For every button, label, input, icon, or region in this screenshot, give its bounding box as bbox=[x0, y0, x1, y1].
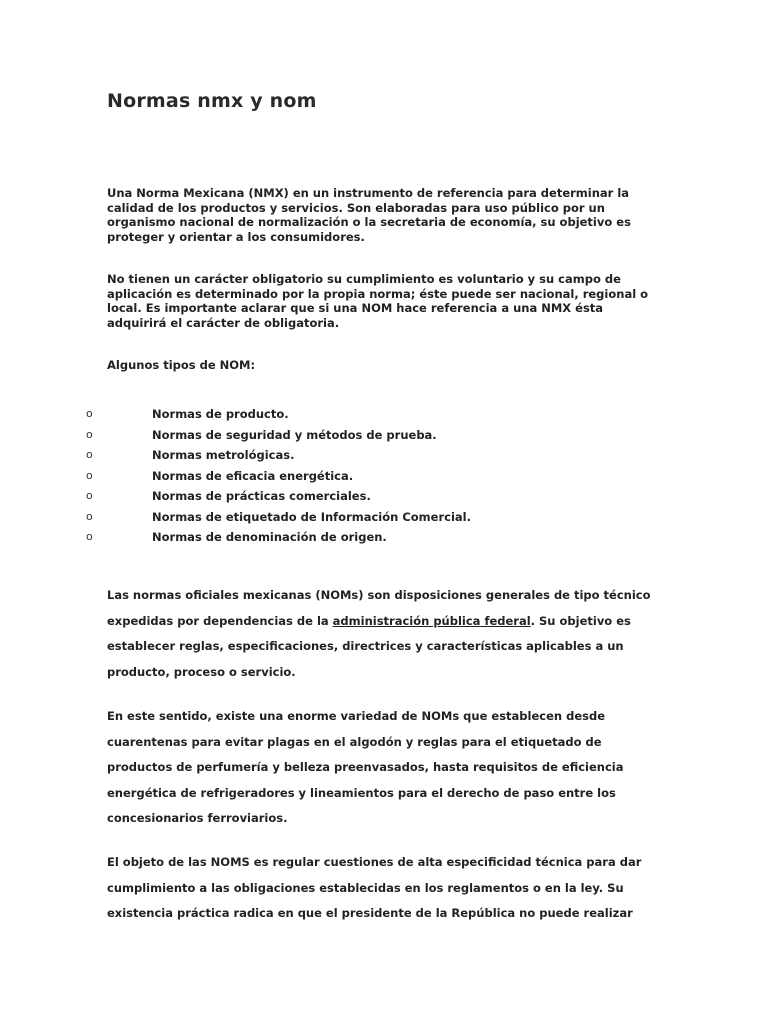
list-item bbox=[0, 486, 768, 507]
list-item bbox=[0, 507, 768, 528]
paragraph-nmx-definition: Una Norma Mexicana (NMX) en un instrumento de referencia para determinar la calidad de los productos y servicios. Son elaboradas para uso público por un organismo nacional de normalización o la secretaria de economía, su objetivo es proteger y orientar a los consumidores. bbox=[107, 186, 631, 244]
list-item bbox=[0, 466, 768, 487]
bullet-icon: o bbox=[86, 407, 93, 420]
list-item-text: Normas de eficacia energética. bbox=[152, 468, 354, 483]
paragraph-nom-variety: En este sentido, existe una enorme variedad de NOMs que establecen desde cuarentenas para evitar plagas en el algodón y reglas para el etiquetado de productos de perfumería y belleza preenvasados, hasta requisitos de eficiencia energética de refrigeradores y lineamientos para el derecho de paso entre los concesionarios ferroviarios. bbox=[107, 709, 624, 825]
list-item-text: Normas de seguridad y métodos de prueba. bbox=[152, 427, 437, 442]
paragraph-nom-objective: El objeto de las NOMS es regular cuestiones de alta especificidad técnica para dar cumplimiento a las obligaciones establecidas en los reglamentos o en la ley. Su existencia práctica radica en que el presidente de la República no puede realizar bbox=[107, 855, 642, 920]
paragraph-text: . Su objetivo es establecer reglas, especificaciones, directrices y características aplicables a un producto, proceso o servicio. bbox=[107, 613, 631, 679]
bullet-icon: o bbox=[86, 468, 93, 482]
list-item bbox=[0, 404, 768, 425]
bullet-icon: o bbox=[86, 427, 93, 441]
list-item-text: Normas de etiquetado de Información Comercial. bbox=[152, 509, 471, 524]
bullet-icon: o bbox=[86, 530, 93, 543]
paragraph-nmx-voluntary: No tienen un carácter obligatorio su cumplimiento es voluntario y su campo de aplicación es determinado por la propia norma; éste puede ser nacional, regional o local. Es importante aclarar que si una NOM hace referencia a una NMX ésta adquirirá el carácter de obligatoria. bbox=[107, 272, 649, 330]
list-item-text: Normas de prácticas comerciales. bbox=[152, 489, 371, 503]
paragraph-nom-definition bbox=[107, 583, 655, 685]
bullet-icon: o bbox=[86, 448, 93, 461]
list-item-text: Normas metrológicas. bbox=[152, 448, 295, 462]
nom-types-list bbox=[0, 404, 768, 548]
list-item-text: Normas de producto. bbox=[152, 407, 289, 421]
list-item bbox=[0, 425, 768, 446]
list-item bbox=[0, 527, 768, 548]
list-item-text: Normas de denominación de origen. bbox=[152, 530, 387, 544]
bullet-icon: o bbox=[86, 489, 93, 502]
bullet-icon: o bbox=[86, 509, 93, 523]
administracion-publica-link[interactable]: administración pública federal bbox=[332, 613, 531, 628]
paragraph-text: Las normas oficiales mexicanas (NOMs) son disposiciones generales de tipo técnico expedidas por dependencias de la bbox=[107, 588, 651, 628]
page-title: Normas nmx y nom bbox=[107, 90, 317, 112]
list-intro: Algunos tipos de NOM: bbox=[107, 358, 256, 372]
list-item bbox=[0, 445, 768, 466]
